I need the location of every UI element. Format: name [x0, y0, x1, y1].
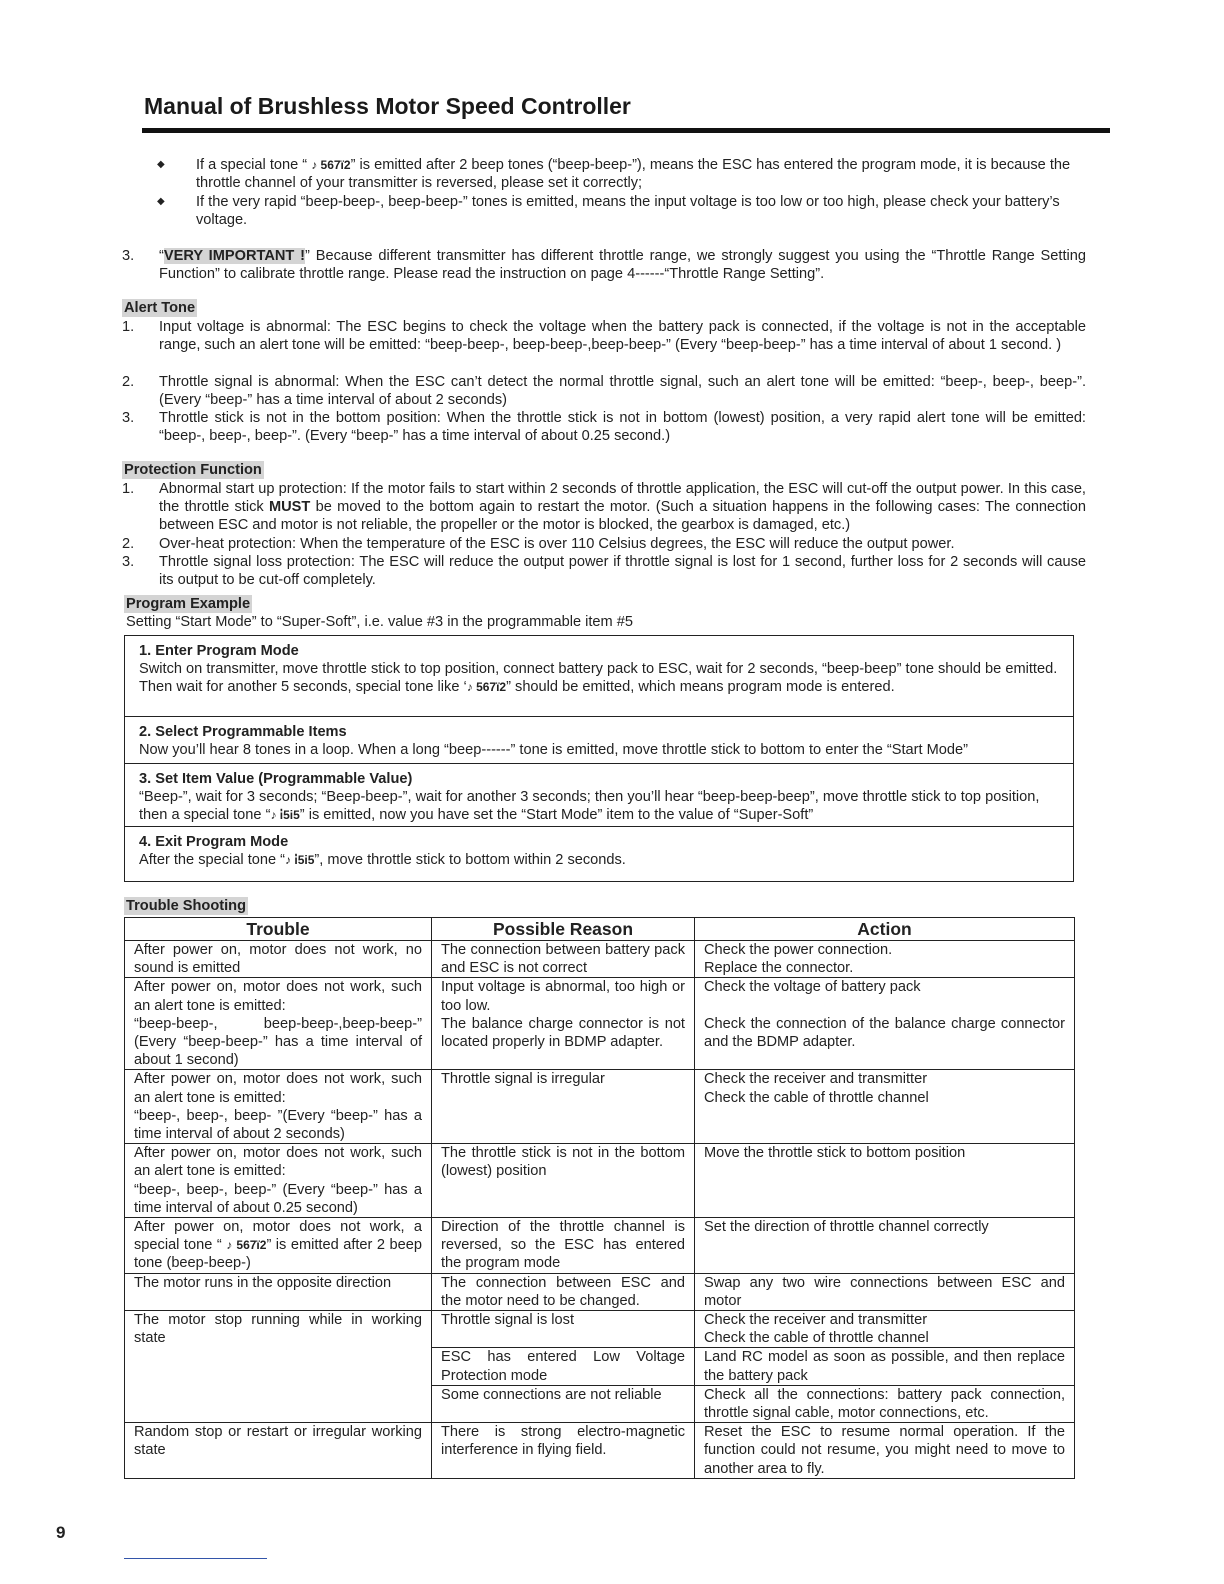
program-step: 1. Enter Program Mode Switch on transmitter, move throttle stick to top position, connect battery pack to ESC, wait for 2 seconds, “beep-beep” tone should be emitted. Then wait for another 5 seconds, special tone like ‘♪ 567ï2” should be emitted, which means program mode is entered. [125, 636, 1073, 717]
action-cell: Check the voltage of battery pack Check the connection of the balance charge connector and the BDMP adapter. [695, 978, 1075, 1070]
table-row [125, 1311, 1075, 1348]
trouble-cell: Random stop or restart or irregular working state [125, 1423, 432, 1479]
special-tone-music-icon: ♪ 567ï2 [226, 1238, 267, 1253]
action-cell: Check the power connection. Replace the connector. [695, 941, 1075, 978]
diamond-bullet-icon: ◆ [157, 196, 165, 207]
trouble-cell: After power on, motor does not work, a special tone “ ♪ 567ï2” is emitted after 2 beep tone (beep-beep-) [125, 1218, 432, 1274]
special-tone-music-icon: ♪ i̇5i5 [285, 853, 315, 868]
action-cell: Move the throttle stick to bottom position [695, 1144, 1075, 1218]
page-title: Manual of Brushless Motor Speed Controller [144, 93, 631, 119]
special-tone-music-icon: ♪ 567ï2 [311, 158, 351, 172]
action-cell: Check the receiver and transmitter Check the cable of throttle channel [695, 1311, 1075, 1348]
section-heading-program-example: Program Example [126, 596, 251, 612]
column-header: Trouble [125, 918, 432, 941]
reason-cell: ESC has entered Low Voltage Protection mode [432, 1348, 695, 1385]
column-header: Action [695, 918, 1075, 941]
column-header: Possible Reason [432, 918, 695, 941]
trouble-cell: The motor runs in the opposite direction [125, 1273, 432, 1310]
program-step: 3. Set Item Value (Programmable Value) “Beep-”, wait for 3 seconds; “Beep-beep-”, wait for another 3 seconds; then you’ll hear “beep-beep-beep”, move throttle stick to top position, then a special tone “♪ i̇5i5” is emitted, now you have set the “Start Mode” item to the value of “Super-Soft” [125, 764, 1073, 827]
reason-cell: The connection between battery pack and ESC is not correct [432, 941, 695, 978]
program-step: 2. Select Programmable Items Now you’ll hear 8 tones in a loop. When a long “beep------” tone is emitted, move throttle stick to bottom to enter the “Start Mode” [125, 717, 1073, 764]
reason-cell: Input voltage is abnormal, too high or too low. The balance charge connector is not located properly in BDMP adapter. [432, 978, 695, 1070]
trouble-cell: The motor stop running while in working state [125, 1311, 432, 1423]
table-row [125, 978, 1075, 1070]
reason-cell: The throttle stick is not in the bottom (lowest) position [432, 1144, 695, 1218]
table-row [125, 1423, 1075, 1479]
reason-cell: Some connections are not reliable [432, 1385, 695, 1422]
footnote-rule [124, 1558, 267, 1559]
important-label: VERY IMPORTANT ! [163, 248, 306, 264]
trouble-cell: After power on, motor does not work, such an alert tone is emitted: “beep-beep-, beep-beep-,beep-beep-” (Every “beep-beep-” has a time interval of about 1 second) [125, 978, 432, 1070]
trouble-cell: After power on, motor does not work, no sound is emitted [125, 941, 432, 978]
diamond-bullet-icon: ◆ [157, 159, 165, 170]
reason-cell: Direction of the throttle channel is reversed, so the ESC has entered the program mode [432, 1218, 695, 1274]
reason-cell: Throttle signal is irregular [432, 1070, 695, 1144]
action-cell: Check the receiver and transmitter Check the cable of throttle channel [695, 1070, 1075, 1144]
table-row [125, 1070, 1075, 1144]
program-example-intro: Setting “Start Mode” to “Super-Soft”, i.e. value #3 in the programmable item #5 [126, 614, 633, 630]
trouble-cell: After power on, motor does not work, such an alert tone is emitted: “beep-, beep-, beep- ”(Every “beep-” has a time interval of about 2 seconds) [125, 1070, 432, 1144]
section-heading-alert-tone: Alert Tone [124, 300, 196, 316]
table-header-row [125, 918, 1075, 941]
reason-cell: There is strong electro-magnetic interference in flying field. [432, 1423, 695, 1479]
trouble-cell: After power on, motor does not work, such an alert tone is emitted: “beep-, beep-, beep-” (Every “beep-” has a time interval of about 0.25 second) [125, 1144, 432, 1218]
program-step: 4. Exit Program Mode After the special tone “♪ i̇5i5”, move throttle stick to bottom within 2 seconds. [139, 834, 626, 869]
reason-cell: The connection between ESC and the motor need to be changed. [432, 1273, 695, 1310]
special-tone-music-icon: ♪ 567ï2 [466, 680, 507, 695]
program-steps-box [124, 635, 1074, 882]
page-number: 9 [56, 1523, 66, 1542]
special-tone-music-icon: ♪ i̇5i5 [270, 808, 300, 823]
reason-cell: Throttle signal is lost [432, 1311, 695, 1348]
action-cell: Swap any two wire connections between ESC and motor [695, 1273, 1075, 1310]
table-row [125, 941, 1075, 978]
table-row [125, 1273, 1075, 1310]
table-row [125, 1218, 1075, 1274]
title-rule [142, 128, 1110, 133]
section-heading-protection: Protection Function [124, 462, 262, 478]
action-cell: Reset the ESC to resume normal operation. If the function could not resume, you might need to move to another area to fly. [695, 1423, 1075, 1479]
trouble-shooting-table [124, 917, 1075, 1479]
table-row [125, 1144, 1075, 1218]
action-cell: Set the direction of throttle channel correctly [695, 1218, 1075, 1274]
action-cell: Check all the connections: battery pack connection, throttle signal cable, motor connections, etc. [695, 1385, 1075, 1422]
section-heading-trouble-shooting: Trouble Shooting [126, 898, 246, 914]
action-cell: Land RC model as soon as possible, and then replace the battery pack [695, 1348, 1075, 1385]
